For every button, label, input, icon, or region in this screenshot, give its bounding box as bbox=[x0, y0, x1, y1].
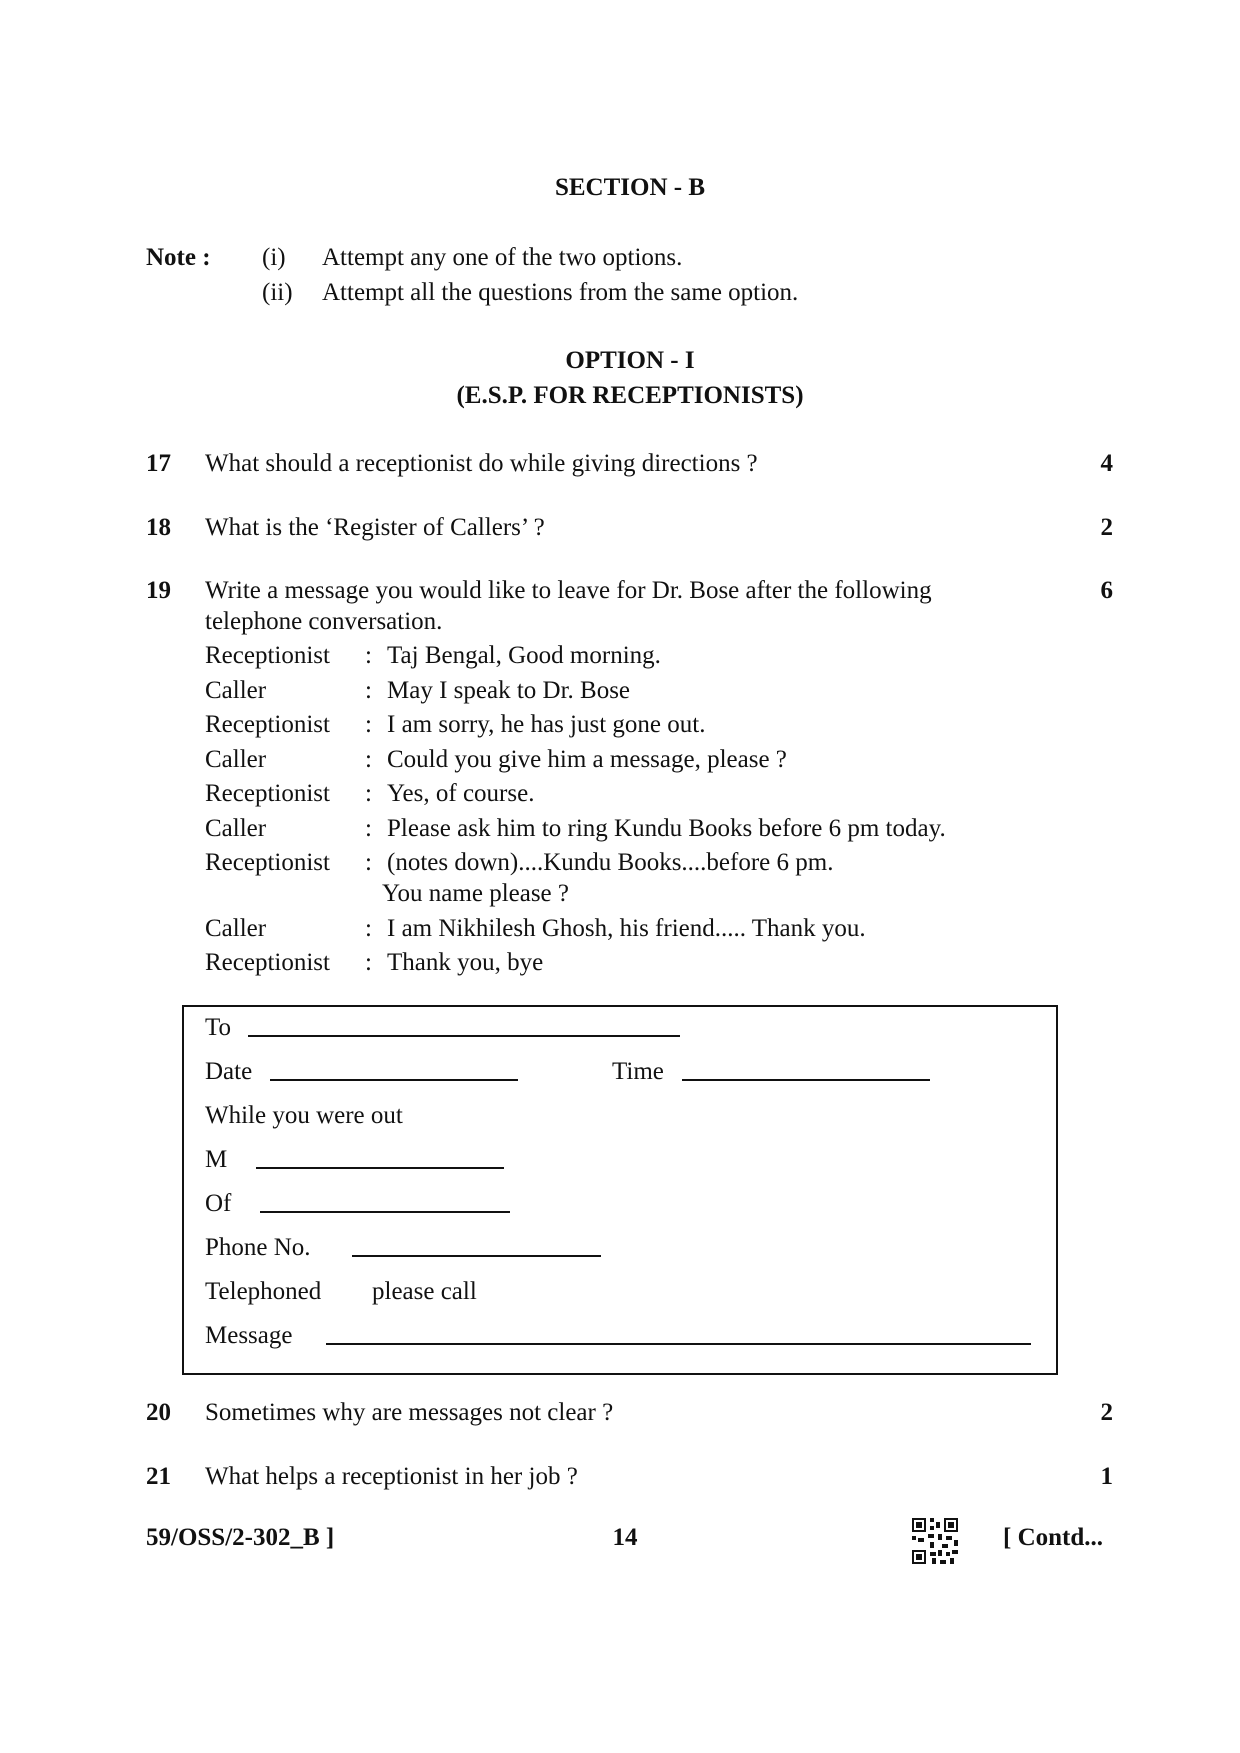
question-marks: 1 bbox=[1100, 1463, 1113, 1490]
dialogue-text: I am sorry, he has just gone out. bbox=[387, 711, 706, 738]
note-item-text: Attempt any one of the two options. bbox=[322, 244, 683, 271]
to-blank bbox=[248, 1035, 680, 1037]
continued-label: [ Contd... bbox=[1003, 1524, 1104, 1551]
of-blank bbox=[260, 1211, 510, 1213]
question-number: 17 bbox=[146, 450, 171, 477]
dialogue-text: Taj Bengal, Good morning. bbox=[387, 642, 661, 669]
question-marks: 4 bbox=[1100, 450, 1113, 477]
question-text: Write a message you would like to leave for Dr. Bose after the following bbox=[205, 577, 932, 604]
question-marks: 2 bbox=[1100, 514, 1113, 541]
dialogue-text: Please ask him to ring Kundu Books before 6 pm today. bbox=[387, 815, 946, 842]
section-title: SECTION - B bbox=[554, 174, 706, 201]
question-marks: 6 bbox=[1100, 577, 1113, 604]
dialogue-colon: : bbox=[365, 949, 372, 976]
note-item-num: (i) bbox=[262, 244, 286, 271]
form-label-telephoned: Telephoned bbox=[205, 1278, 322, 1305]
dialogue-line bbox=[205, 676, 630, 706]
form-label-message: Message bbox=[205, 1322, 293, 1349]
dialogue-colon: : bbox=[365, 711, 372, 738]
page-number: 14 bbox=[612, 1524, 638, 1551]
dialogue-text-continued: You name please ? bbox=[382, 880, 569, 907]
form-label-time: Time bbox=[612, 1058, 664, 1085]
phone-blank bbox=[352, 1255, 601, 1257]
option-title: OPTION - I bbox=[565, 347, 695, 374]
form-label-while-out: While you were out bbox=[205, 1102, 403, 1129]
message-blank bbox=[326, 1343, 1031, 1345]
paper-code: 59/OSS/2-302_B ] bbox=[146, 1524, 335, 1551]
question-text: What helps a receptionist in her job ? bbox=[205, 1463, 578, 1490]
form-label-please-call: please call bbox=[372, 1278, 477, 1305]
note-label: Note : bbox=[146, 244, 211, 271]
question-text: Sometimes why are messages not clear ? bbox=[205, 1399, 614, 1426]
dialogue-speaker: Receptionist bbox=[205, 780, 330, 807]
dialogue-line bbox=[205, 641, 661, 671]
dialogue-colon: : bbox=[365, 677, 372, 704]
dialogue-text: Could you give him a message, please ? bbox=[387, 746, 787, 773]
dialogue-speaker: Caller bbox=[205, 815, 267, 842]
dialogue-line bbox=[205, 814, 946, 844]
question-number: 21 bbox=[146, 1463, 171, 1490]
dialogue-speaker: Receptionist bbox=[205, 849, 330, 876]
dialogue-line bbox=[205, 948, 543, 978]
form-label-phone: Phone No. bbox=[205, 1234, 311, 1261]
dialogue-speaker: Receptionist bbox=[205, 949, 330, 976]
dialogue-line bbox=[205, 710, 705, 740]
question-number: 19 bbox=[146, 577, 171, 604]
date-blank bbox=[270, 1079, 518, 1081]
dialogue-speaker: Receptionist bbox=[205, 711, 330, 738]
dialogue-colon: : bbox=[365, 915, 372, 942]
question-text: telephone conversation. bbox=[205, 608, 443, 635]
dialogue-text: May I speak to Dr. Bose bbox=[387, 677, 631, 704]
dialogue-colon: : bbox=[365, 815, 372, 842]
dialogue-text: (notes down)....Kundu Books....before 6 pm. bbox=[387, 849, 834, 876]
dialogue-colon: : bbox=[365, 780, 372, 807]
question-text: What should a receptionist do while giving directions ? bbox=[205, 450, 758, 477]
question-text: What is the ‘Register of Callers’ ? bbox=[205, 514, 545, 541]
dialogue-line bbox=[205, 745, 787, 775]
dialogue-text: Thank you, bye bbox=[387, 949, 544, 976]
dialogue-line bbox=[205, 914, 866, 944]
dialogue-speaker: Caller bbox=[205, 677, 267, 704]
dialogue-line bbox=[205, 848, 833, 878]
dialogue-text: I am Nikhilesh Ghosh, his friend..... Thank you. bbox=[387, 915, 866, 942]
question-marks: 2 bbox=[1100, 1399, 1113, 1426]
form-label-to: To bbox=[205, 1014, 232, 1041]
dialogue-speaker: Caller bbox=[205, 746, 267, 773]
dialogue-colon: : bbox=[365, 746, 372, 773]
m-blank bbox=[256, 1167, 504, 1169]
option-subtitle: (E.S.P. FOR RECEPTIONISTS) bbox=[456, 382, 804, 409]
dialogue-text: Yes, of course. bbox=[387, 780, 535, 807]
qr-code-icon bbox=[912, 1518, 958, 1564]
dialogue-line bbox=[205, 779, 534, 809]
note-item-num: (ii) bbox=[262, 279, 293, 306]
dialogue-colon: : bbox=[365, 849, 372, 876]
question-number: 18 bbox=[146, 514, 171, 541]
form-label-m: M bbox=[205, 1146, 228, 1173]
dialogue-speaker: Caller bbox=[205, 915, 267, 942]
dialogue-colon: : bbox=[365, 642, 372, 669]
question-number: 20 bbox=[146, 1399, 171, 1426]
time-blank bbox=[682, 1079, 930, 1081]
form-label-date: Date bbox=[205, 1058, 253, 1085]
dialogue-speaker: Receptionist bbox=[205, 642, 330, 669]
note-item-text: Attempt all the questions from the same option. bbox=[322, 279, 799, 306]
form-label-of: Of bbox=[205, 1190, 232, 1217]
